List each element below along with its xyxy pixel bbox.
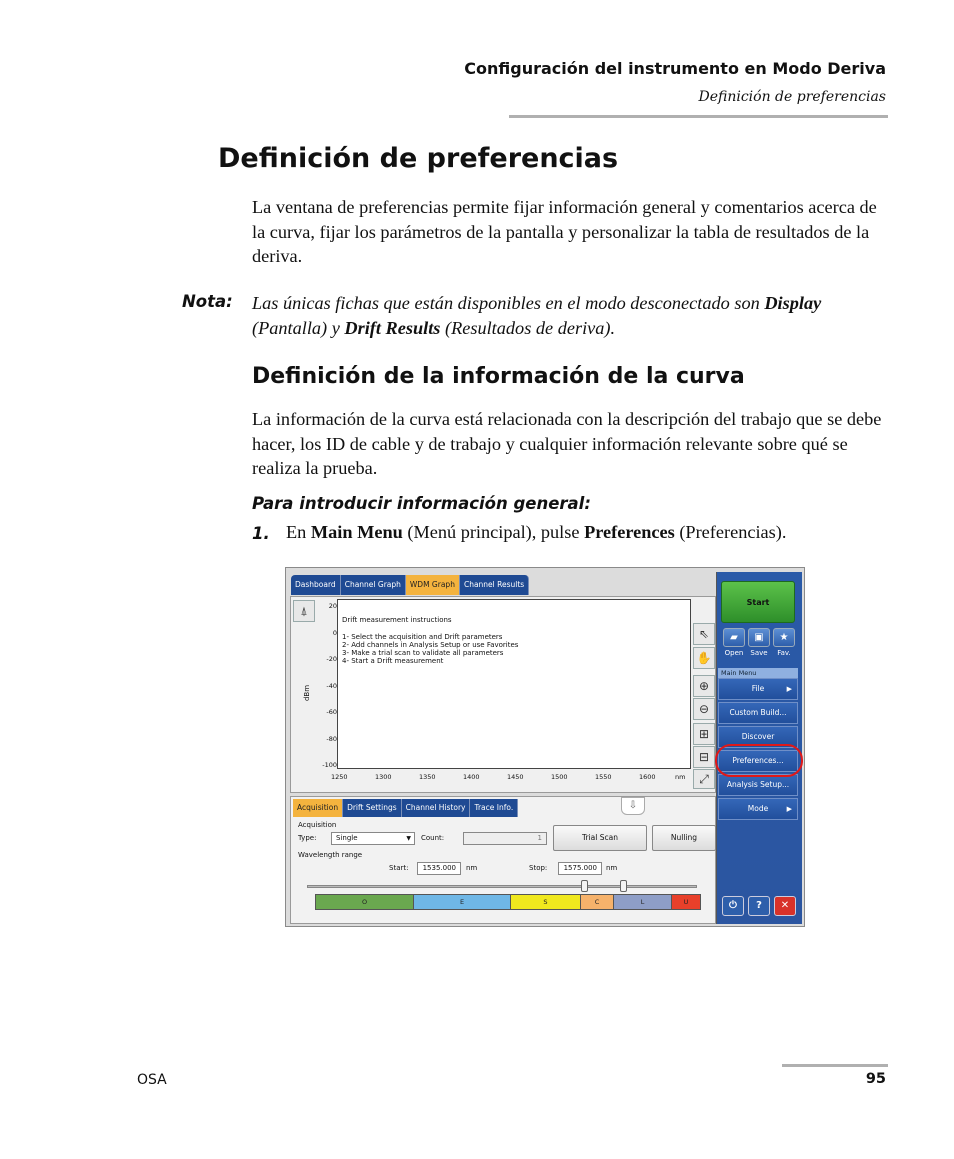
tab-acquisition[interactable]: Acquisition — [293, 799, 343, 817]
step-text-2: (Menú principal), pulse — [407, 522, 580, 542]
y-tick: 20 — [328, 602, 337, 610]
x-tick: 1400 — [463, 773, 480, 781]
note-text-2: (Pantalla) y — [252, 317, 340, 338]
step-bold-preferences: Preferences — [584, 522, 675, 542]
graph-pane — [290, 596, 716, 793]
count-field[interactable]: 1 — [463, 832, 547, 845]
instruction-line: 2- Add channels in Analysis Setup or use Favorites — [342, 641, 519, 649]
y-tick: -60 — [326, 708, 337, 716]
band-o: O — [316, 895, 414, 909]
menu-item-file-label: File — [751, 684, 765, 693]
chevron-right-icon: ▶ — [786, 805, 792, 813]
favorite-star-icon[interactable]: ★ — [773, 628, 795, 647]
y-tick: -100 — [322, 761, 337, 769]
power-icon[interactable]: ⏻ — [722, 896, 744, 916]
stop-wavelength-field[interactable]: 1575.000 — [558, 862, 602, 875]
type-select[interactable] — [331, 832, 415, 845]
note-text-1: Las únicas fichas que están disponibles en el modo desconectado son — [252, 293, 760, 313]
note-bold-drift-results: Drift Results — [344, 317, 441, 338]
running-header-title: Configuración del instrumento en Modo Deriva — [464, 59, 886, 78]
page-number: 95 — [865, 1071, 886, 1087]
main-menu-header: Main Menu — [718, 668, 798, 678]
menu-item-custom-build[interactable]: Custom Build... — [718, 702, 798, 724]
menu-item-discover[interactable]: Discover — [718, 726, 798, 748]
zoom-fit-icon[interactable]: ⊞ — [693, 723, 715, 745]
step-text-1: En — [286, 522, 307, 542]
stop-label: Stop: — [529, 864, 548, 872]
step-text-3: (Preferencias). — [679, 522, 787, 542]
right-panel — [716, 572, 802, 924]
tab-trace-info[interactable]: Trace Info. — [470, 799, 518, 817]
instruction-line: 3- Make a trial scan to validate all parameters — [342, 649, 504, 657]
chevron-right-icon: ▶ — [786, 685, 792, 693]
save-disk-icon[interactable]: ▣ — [748, 628, 770, 647]
tab-channel-history[interactable]: Channel History — [402, 799, 471, 817]
menu-item-analysis-setup[interactable]: Analysis Setup... — [718, 774, 798, 796]
x-tick: 1500 — [551, 773, 568, 781]
wavelength-range-label: Wavelength range — [298, 851, 363, 859]
band-bar — [315, 894, 701, 910]
zoom-in-icon[interactable]: ⊕ — [693, 675, 715, 697]
x-tick: 1300 — [375, 773, 392, 781]
full-scale-icon[interactable]: ⤢ — [693, 769, 715, 789]
footer-product: OSA — [137, 1072, 167, 1088]
x-tick: 1600 — [639, 773, 656, 781]
band-s: S — [511, 895, 581, 909]
y-tick: -80 — [326, 735, 337, 743]
dropdown-arrow-icon: ▼ — [406, 835, 411, 842]
start-button[interactable]: Start — [721, 581, 795, 623]
y-tick: -20 — [326, 655, 337, 663]
footer-rule — [782, 1064, 888, 1067]
band-c: C — [581, 895, 614, 909]
tab-dashboard[interactable]: Dashboard — [291, 575, 341, 595]
step-number: 1. — [252, 524, 270, 543]
section-intro: La ventana de preferencias permite fijar información general y comentarios acerca de la curva, fijar los parámetros de la pantalla y personalizar la tabla de resultados de la deriva. — [252, 197, 877, 266]
band-l: L — [614, 895, 672, 909]
nulling-button[interactable]: Nulling — [652, 825, 716, 851]
stop-unit: nm — [606, 864, 618, 872]
osa-screenshot — [285, 567, 805, 927]
plot-area[interactable] — [337, 599, 691, 769]
tab-channel-graph[interactable]: Channel Graph — [341, 575, 406, 595]
start-wavelength-field[interactable]: 1535.000 — [417, 862, 461, 875]
y-tick: 0 — [332, 629, 337, 637]
y-axis-label: dBm — [303, 684, 312, 702]
tab-drift-settings[interactable]: Drift Settings — [343, 799, 402, 817]
header-rule — [509, 115, 888, 118]
note-bold-display: Display — [764, 293, 822, 313]
step-bold-main-menu: Main Menu — [310, 522, 403, 542]
x-tick: 1450 — [507, 773, 524, 781]
menu-item-mode-label: Mode — [747, 804, 769, 813]
instruction-line: 4- Start a Drift measurement — [342, 657, 444, 665]
start-unit: nm — [466, 864, 478, 872]
band-u: U — [672, 895, 700, 909]
zoom-area-icon[interactable]: ⊟ — [693, 746, 715, 768]
note-text-3: (Resultados de deriva). — [444, 317, 616, 338]
note-text — [252, 291, 888, 340]
acquisition-group-label: Acquisition — [298, 821, 337, 829]
running-header-subtitle: Definición de preferencias — [698, 89, 886, 105]
bottom-tab-bar — [293, 799, 518, 817]
stop-slider-handle[interactable] — [620, 880, 627, 892]
start-slider-handle[interactable] — [581, 880, 588, 892]
type-label: Type: — [298, 834, 317, 842]
subsection-body: La información de la curva está relacionada con la descripción del trabajo que se debe hacer, los ID de cable y de trabajo y cualquier información relevante sobre qué se realiza la prueba. — [252, 409, 882, 478]
procedure-title: Para introducir información general: — [252, 494, 591, 513]
instructions-title: Drift measurement instructions — [342, 616, 452, 624]
open-folder-icon[interactable]: ▰ — [723, 628, 745, 647]
fav-label: Fav. — [777, 649, 791, 657]
expand-panel-icon[interactable]: ⇩ — [621, 797, 645, 815]
tab-channel-results[interactable]: Channel Results — [460, 575, 529, 595]
open-label: Open — [724, 649, 744, 657]
wavelength-slider-track[interactable] — [307, 885, 697, 888]
y-tick: -40 — [326, 682, 337, 690]
section-title: Definición de preferencias — [218, 143, 619, 174]
x-tick: 1250 — [331, 773, 348, 781]
pointer-icon[interactable]: ⇖ — [693, 623, 715, 645]
top-tab-bar — [291, 575, 529, 595]
band-e: E — [414, 895, 511, 909]
menu-item-file[interactable] — [718, 678, 798, 700]
x-tick: 1350 — [419, 773, 436, 781]
start-label: Start: — [389, 864, 409, 872]
menu-item-preferences[interactable]: Preferences... — [718, 750, 798, 772]
help-icon[interactable]: ? — [748, 896, 770, 916]
x-tick: 1550 — [595, 773, 612, 781]
menu-item-mode[interactable] — [718, 798, 798, 820]
count-label: Count: — [421, 834, 445, 842]
type-select-value: Single — [336, 834, 358, 842]
zoom-out-icon[interactable]: ⊖ — [693, 698, 715, 720]
subsection-title: Definición de la información de la curva — [252, 364, 745, 389]
close-icon[interactable]: ✕ — [774, 896, 796, 916]
pan-hand-icon[interactable]: ✋ — [693, 647, 715, 669]
trace-marker-icon[interactable]: ⍋ — [293, 600, 315, 622]
preferences-highlight-circle — [715, 744, 803, 777]
tab-wdm-graph[interactable]: WDM Graph — [406, 575, 460, 595]
instruction-line: 1- Select the acquisition and Drift parameters — [342, 633, 503, 641]
note-label: Nota: — [182, 292, 233, 311]
step-text — [286, 522, 786, 543]
save-label: Save — [750, 649, 768, 657]
control-pane — [290, 796, 716, 924]
trial-scan-button[interactable]: Trial Scan — [553, 825, 647, 851]
x-unit: nm — [675, 773, 686, 781]
